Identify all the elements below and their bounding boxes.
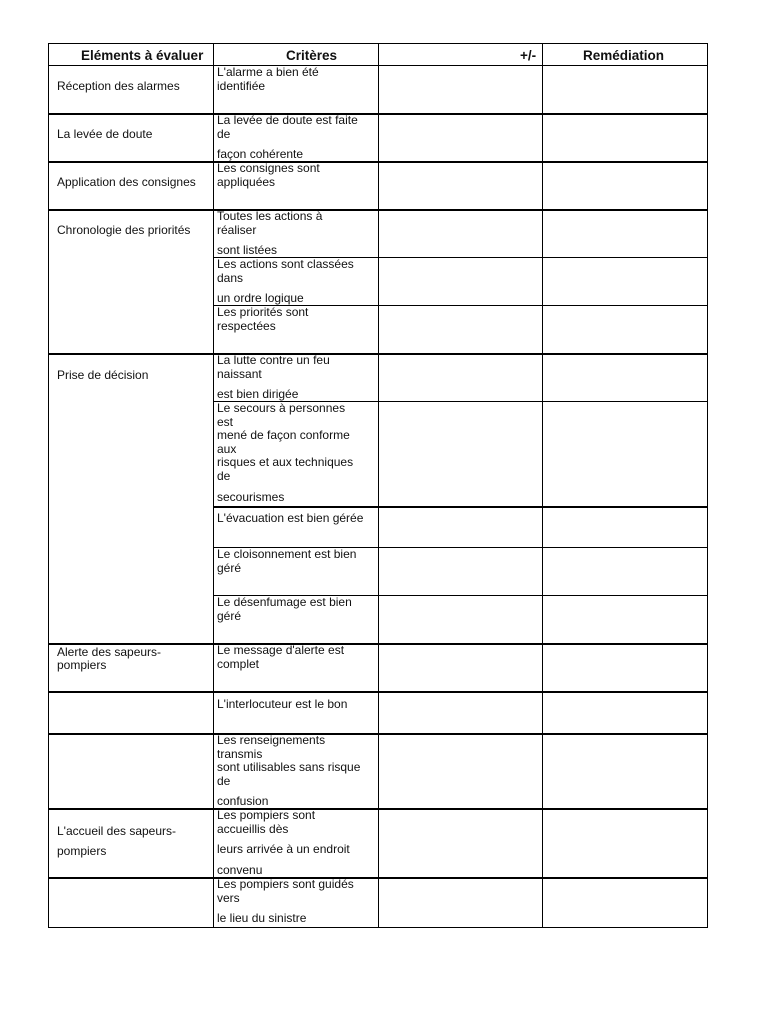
element-label: pompiers — [57, 658, 107, 672]
criterion-line: mené de façon conforme — [217, 428, 350, 443]
criterion-line: transmis — [217, 746, 263, 761]
criterion-line: appliquées — [217, 174, 276, 189]
criterion-line: le lieu du sinistre — [217, 911, 307, 926]
criterion-line: Le message d'alerte est — [217, 643, 345, 657]
criterion-line: Les pompiers sont — [217, 808, 316, 822]
header-criteres: Critères — [286, 48, 338, 63]
criterion-line: identifiée — [217, 78, 266, 93]
criterion-line: risques et aux techniques — [217, 455, 354, 470]
criterion-line: est — [217, 414, 234, 429]
criterion-cell — [217, 809, 379, 877]
criterion-line: sont utilisables sans risque — [217, 760, 361, 775]
criterion-line: Les pompiers sont guidés — [217, 877, 354, 891]
criterion-line: de — [217, 468, 231, 483]
criterion-cell — [217, 698, 379, 712]
criterion-line: Les actions sont classées — [217, 257, 354, 271]
criterion-line: géré — [217, 608, 242, 623]
criterion-line: L'évacuation est bien gérée — [217, 511, 364, 525]
element-label: L'accueil des sapeurs- — [57, 824, 177, 838]
criterion-line: réaliser — [217, 222, 257, 237]
criterion-line: accueillis dès — [217, 821, 289, 836]
header-remediation: Remédiation — [583, 48, 665, 63]
criterion-line: complet — [217, 656, 260, 671]
criterion-cell — [217, 596, 379, 623]
criterion-line: Le secours à personnes — [217, 401, 346, 415]
row-divider — [49, 691, 707, 693]
criterion-cell — [217, 734, 379, 809]
criterion-line: Les consignes sont — [217, 161, 320, 175]
criterion-line: vers — [217, 890, 240, 905]
criterion-line: un ordre logique — [217, 291, 304, 306]
criterion-line: Le désenfumage est bien — [217, 595, 352, 609]
criterion-line: façon cohérente — [217, 147, 304, 162]
criterion-cell — [217, 354, 379, 402]
criterion-line: Les priorités sont — [217, 305, 309, 319]
criterion-line: Toutes les actions à — [217, 209, 323, 223]
header-elements: Eléments à évaluer — [81, 48, 204, 63]
element-label: Réception des alarmes — [57, 79, 180, 93]
criterion-cell — [217, 402, 379, 504]
criterion-line: géré — [217, 560, 242, 575]
criterion-line: de — [217, 773, 231, 788]
criterion-line: confusion — [217, 794, 269, 809]
criterion-line: L'alarme a bien été — [217, 65, 319, 79]
header-plus-minus: +/- — [520, 48, 537, 63]
criterion-cell — [217, 66, 379, 93]
criterion-cell — [217, 210, 379, 258]
criterion-line: Le cloisonnement est bien — [217, 547, 357, 561]
element-label: Prise de décision — [57, 368, 149, 382]
criterion-cell — [217, 878, 379, 926]
element-label: La levée de doute — [57, 127, 153, 141]
criterion-line: secourismes — [217, 489, 285, 504]
element-label: Alerte des sapeurs- — [57, 645, 162, 659]
column-divider — [213, 44, 214, 927]
criterion-line: convenu — [217, 862, 263, 877]
criterion-line: La levée de doute est faite — [217, 113, 358, 127]
criterion-cell — [217, 548, 379, 575]
criterion-cell — [217, 114, 379, 162]
criterion-cell — [217, 258, 379, 306]
row-divider — [213, 506, 707, 508]
criterion-line: aux — [217, 441, 237, 456]
evaluation-table — [48, 43, 708, 928]
element-label: Chronologie des priorités — [57, 223, 191, 237]
column-divider — [542, 44, 543, 927]
criterion-line: naissant — [217, 366, 262, 381]
criterion-line: respectées — [217, 318, 276, 333]
criterion-line: leurs arrivée à un endroit — [217, 842, 350, 857]
criterion-line: dans — [217, 270, 244, 285]
criterion-cell — [217, 644, 379, 671]
criterion-line: Les renseignements — [217, 733, 326, 747]
criterion-cell — [217, 306, 379, 333]
criterion-line: est bien dirigée — [217, 387, 299, 402]
criterion-line: de — [217, 126, 231, 141]
criterion-line: sont listées — [217, 243, 278, 258]
criterion-line: L'interlocuteur est le bon — [217, 697, 348, 711]
criterion-cell — [217, 162, 379, 189]
element-label: Application des consignes — [57, 175, 196, 189]
criterion-cell — [217, 512, 379, 526]
element-label: pompiers — [57, 844, 107, 858]
criterion-line: La lutte contre un feu — [217, 353, 330, 367]
